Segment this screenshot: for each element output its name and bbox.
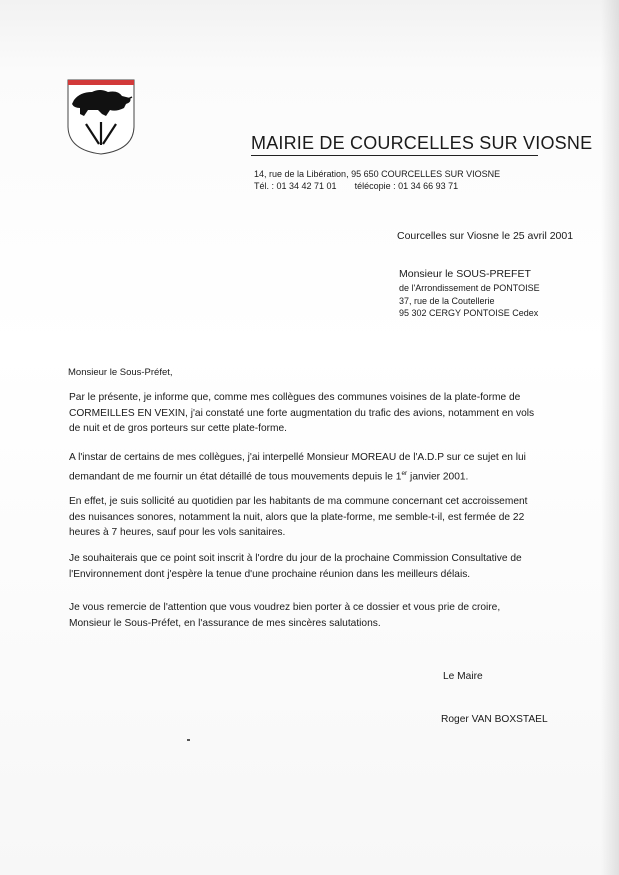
recipient-line: 37, rue de la Coutellerie bbox=[399, 295, 495, 306]
coat-of-arms-icon bbox=[66, 78, 136, 156]
recipient-line: 95 302 CERGY PONTOISE Cedex bbox=[399, 308, 539, 318]
ordinal-superscript: er bbox=[401, 469, 408, 477]
letterhead-title: MAIRIE DE COURCELLES SUR VIOSNE bbox=[251, 133, 593, 153]
paper-speck bbox=[187, 739, 190, 741]
letterhead-address: 14, rue de la Libération, 95 650 COURCELLES SUR VIOSNE bbox=[254, 169, 501, 179]
paragraph-line: des nuisances sonores, notamment la nuit, alors que la plate-forme, me semble-t-il, est fermée de 22 bbox=[69, 511, 525, 523]
paragraph-line: l'Environnement dont j'espère la tenue d'une prochaine réunion dans les meilleurs délais. bbox=[69, 568, 471, 580]
paragraph-4 bbox=[69, 551, 547, 582]
paragraph-line: A l'instar de certains de mes collègues, j'ai interpellé Monsieur MOREAU de l'A.D.P sur ce sujet en lui bbox=[69, 452, 526, 463]
recipient-block bbox=[399, 267, 540, 320]
paragraph-line: Monsieur le Sous-Préfet, en l'assurance de mes sincères salutations. bbox=[69, 617, 381, 629]
fax-number: télécopie : 01 34 66 93 71 bbox=[354, 181, 459, 191]
shield-chief bbox=[68, 80, 134, 85]
paragraph-line bbox=[69, 466, 547, 485]
recipient-line: de l'Arrondissement de PONTOISE bbox=[399, 283, 540, 293]
paragraph-line: Par le présente, je informe que, comme mes collègues des communes voisines de la plate-forme de bbox=[69, 392, 521, 403]
paragraph-5 bbox=[69, 600, 547, 631]
letterhead-underline bbox=[251, 155, 538, 156]
salutation: Monsieur le Sous-Préfet, bbox=[68, 367, 173, 378]
paragraph-2 bbox=[69, 450, 547, 484]
paragraph-3 bbox=[69, 494, 547, 541]
paragraph-line: Je souhaiterais que ce point soit inscrit à l'ordre du jour de la prochaine Commission Consultative de bbox=[69, 553, 522, 564]
paragraph-1 bbox=[69, 390, 547, 437]
paragraph-text: demandant de me fournir un état détaillé de tous mouvements depuis le 1 bbox=[69, 470, 402, 482]
letterhead-contact bbox=[254, 180, 458, 192]
paragraph-line: Je vous remercie de l'attention que vous voudrez bien porter à ce dossier et vous prie de croire, bbox=[69, 602, 501, 613]
page-edge-shadow bbox=[601, 0, 619, 875]
telephone-number: Tél. : 01 34 42 71 01 bbox=[254, 181, 337, 191]
paragraph-text: janvier 2001. bbox=[407, 470, 469, 482]
recipient-title: Monsieur le SOUS-PREFET bbox=[399, 268, 531, 280]
paragraph-line: heures à 7 heures, sauf pour les vols sanitaires. bbox=[69, 527, 286, 538]
date-line: Courcelles sur Viosne le 25 avril 2001 bbox=[397, 230, 574, 242]
paragraph-line: En effet, je suis sollicité au quotidien par les habitants de ma commune concernant cet accroissement bbox=[69, 496, 528, 507]
closing-role: Le Maire bbox=[443, 671, 483, 682]
signatory-name: Roger VAN BOXSTAEL bbox=[441, 714, 548, 725]
paragraph-line: de nuit et de gros porteurs sur cette plate-forme. bbox=[69, 423, 288, 434]
paragraph-line: CORMEILLES EN VEXIN, j'ai constaté une forte augmentation du trafic des avions, notamment en vols bbox=[69, 407, 535, 419]
